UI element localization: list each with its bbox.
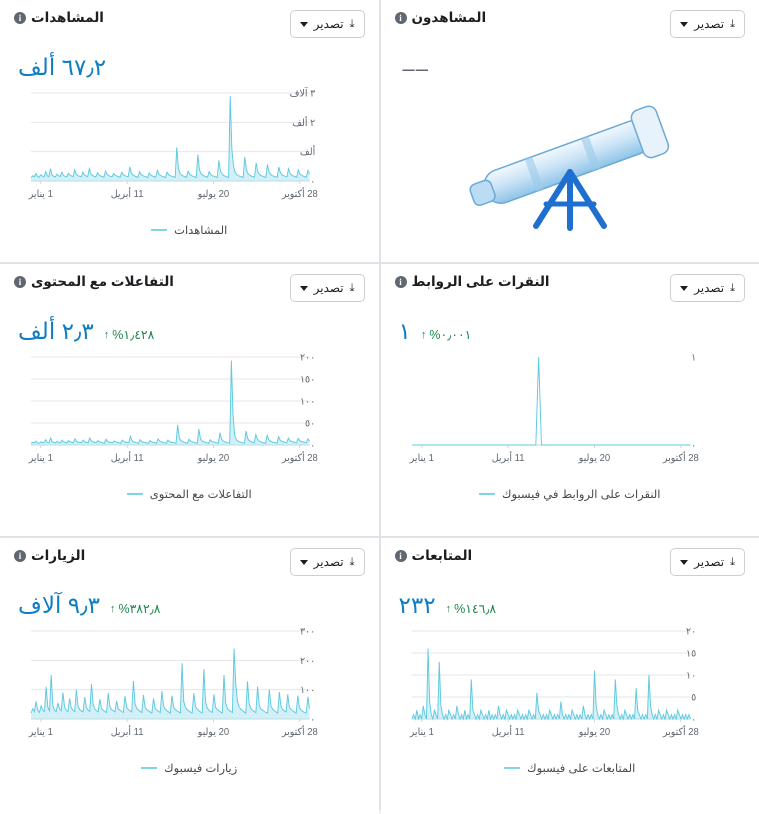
metric-delta-value: ٠٫٠٠١% [429,327,471,342]
telescope-illustration [395,86,746,241]
card-title-wrap [395,548,473,564]
svg-text:20 يوليو: 20 يوليو [577,727,610,738]
export-button-label: تصدير [314,17,344,31]
card-header [395,274,746,302]
svg-text:1 يناير: 1 يناير [408,453,433,464]
export-button[interactable] [670,10,745,38]
svg-text:١٠: ١٠ [686,670,696,681]
svg-text:٢٠٠: ٢٠٠ [300,352,315,363]
svg-text:1 يناير: 1 يناير [28,189,53,200]
card-viewers [381,0,759,262]
svg-text:٠: ٠ [310,714,315,725]
metric-delta [104,327,155,342]
legend-swatch [127,493,143,495]
card-views [0,0,379,262]
card-title-wrap [14,10,104,26]
chart-follows [395,625,746,755]
export-button[interactable] [290,274,365,302]
svg-text:1 يناير: 1 يناير [28,727,53,738]
metric-row [395,592,746,619]
svg-text:٠: ٠ [310,176,315,187]
chart-legend [14,761,365,775]
chart-views [14,87,365,217]
card-title-wrap [14,548,85,564]
legend-swatch [504,767,520,769]
download-icon: ⤓ [730,282,735,295]
card-visits [0,538,379,814]
card-title: التفاعلات مع المحتوى [31,274,174,290]
chevron-down-icon [300,560,308,565]
info-icon[interactable]: i [395,276,407,288]
metric-row [14,592,365,619]
card-title-wrap [395,274,550,290]
download-icon: ⤓ [350,556,355,569]
svg-text:20 يوليو: 20 يوليو [197,189,230,200]
chevron-down-icon [300,286,308,291]
export-button-label: تصدير [694,555,724,569]
export-button-label: تصدير [314,555,344,569]
card-title: الزيارات [31,548,85,564]
info-icon[interactable]: i [14,550,26,562]
metric-delta-value: ٣٨٢٫٨% [118,601,160,616]
svg-text:11 أبريل: 11 أبريل [111,187,144,200]
metric-delta [110,601,161,616]
legend-swatch [151,229,167,231]
legend-label: زيارات فيسبوك [164,761,237,775]
metric-delta-value: ١٫٤٢٨% [112,327,154,342]
svg-text:28 أكتوبر: 28 أكتوبر [661,451,698,464]
svg-text:ألف: ألف [300,145,316,158]
arrow-up-icon: ↑ [421,329,427,341]
chart-content-interactions [14,351,365,481]
chevron-down-icon [680,22,688,27]
card-title-wrap [395,10,487,26]
download-icon: ⤓ [730,556,735,569]
metric-value: ١ [399,318,411,345]
svg-text:1 يناير: 1 يناير [408,727,433,738]
svg-text:20 يوليو: 20 يوليو [577,453,610,464]
legend-swatch [141,767,157,769]
info-icon[interactable]: i [395,12,407,24]
info-icon[interactable]: i [14,12,26,24]
metric-value: ٩٫٣ آلاف [18,592,100,619]
card-header [14,274,365,302]
metric-row [14,54,365,81]
export-button-label: تصدير [314,281,344,295]
svg-text:28 أكتوبر: 28 أكتوبر [661,725,698,738]
chart-visits [14,625,365,755]
card-link-clicks [381,264,759,536]
chart-legend [395,487,746,501]
download-icon: ⤓ [730,18,735,31]
card-title: النقرات على الروابط [412,274,550,290]
card-header [395,548,746,576]
arrow-up-icon: ↑ [446,603,452,615]
svg-text:٣ آلاف: ٣ آلاف [290,87,316,100]
metric-value: ٢٫٣ ألف [18,318,94,345]
metric-row [14,318,365,345]
svg-text:28 أكتوبر: 28 أكتوبر [281,451,318,464]
legend-label: التفاعلات مع المحتوى [150,487,252,501]
card-header [14,548,365,576]
info-icon[interactable]: i [14,276,26,288]
legend-swatch [479,493,495,495]
metric-value: ٦٧٫٢ ألف [18,54,106,81]
legend-label: النقرات على الروابط في فيسبوك [502,487,661,501]
download-icon: ⤓ [350,282,355,295]
metric-row [395,318,746,345]
svg-text:١٠٠: ١٠٠ [300,396,315,407]
svg-text:٢٠٠: ٢٠٠ [300,656,315,667]
export-button[interactable] [290,10,365,38]
svg-text:١٠٠: ١٠٠ [300,685,315,696]
metric-delta-value: ١٤٦٫٨% [454,601,496,616]
svg-text:١٥٠: ١٥٠ [300,374,315,385]
svg-text:1 يناير: 1 يناير [28,453,53,464]
export-button-label: تصدير [694,17,724,31]
export-button[interactable] [290,548,365,576]
svg-text:11 أبريل: 11 أبريل [111,451,144,464]
info-icon[interactable]: i [395,550,407,562]
chart-legend [14,223,365,237]
svg-text:٥٠: ٥٠ [305,418,315,429]
metric-value: ٢٣٢ [399,592,436,619]
chevron-down-icon [680,286,688,291]
metric-delta [446,601,497,616]
svg-text:11 أبريل: 11 أبريل [491,725,524,738]
download-icon: ⤓ [350,18,355,31]
card-title: المشاهدون [412,10,487,26]
chevron-down-icon [680,560,688,565]
svg-text:11 أبريل: 11 أبريل [491,451,524,464]
export-button[interactable] [670,548,745,576]
svg-text:٣٠٠: ٣٠٠ [300,626,315,637]
chart-link-clicks [395,351,746,481]
svg-text:١٥: ١٥ [686,648,696,659]
svg-text:٥: ٥ [691,692,696,703]
svg-text:11 أبريل: 11 أبريل [111,725,144,738]
chart-legend [14,487,365,501]
chevron-down-icon [300,22,308,27]
arrow-up-icon: ↑ [104,329,110,341]
card-header [14,10,365,38]
svg-text:٢ ألف: ٢ ألف [292,116,315,129]
empty-value: –– [395,56,746,82]
svg-text:٠: ٠ [691,714,696,725]
card-follows [381,538,759,814]
export-button-label: تصدير [694,281,724,295]
card-title-wrap [14,274,174,290]
chart-legend [395,761,746,775]
card-title: المشاهدات [31,10,104,26]
svg-text:٠: ٠ [691,440,696,451]
arrow-up-icon: ↑ [110,603,116,615]
metric-delta [421,327,472,342]
card-content-interactions [0,264,379,536]
svg-text:٠: ٠ [310,440,315,451]
svg-text:20 يوليو: 20 يوليو [197,727,230,738]
svg-text:28 أكتوبر: 28 أكتوبر [281,187,318,200]
card-title: المتابعات [412,548,473,564]
svg-text:٢٠: ٢٠ [686,626,696,637]
svg-text:20 يوليو: 20 يوليو [197,453,230,464]
legend-label: المشاهدات [174,223,227,237]
legend-label: المتابعات على فيسبوك [527,761,635,775]
svg-text:28 أكتوبر: 28 أكتوبر [281,725,318,738]
card-header [395,10,746,38]
export-button[interactable] [670,274,745,302]
svg-text:١: ١ [691,352,696,363]
